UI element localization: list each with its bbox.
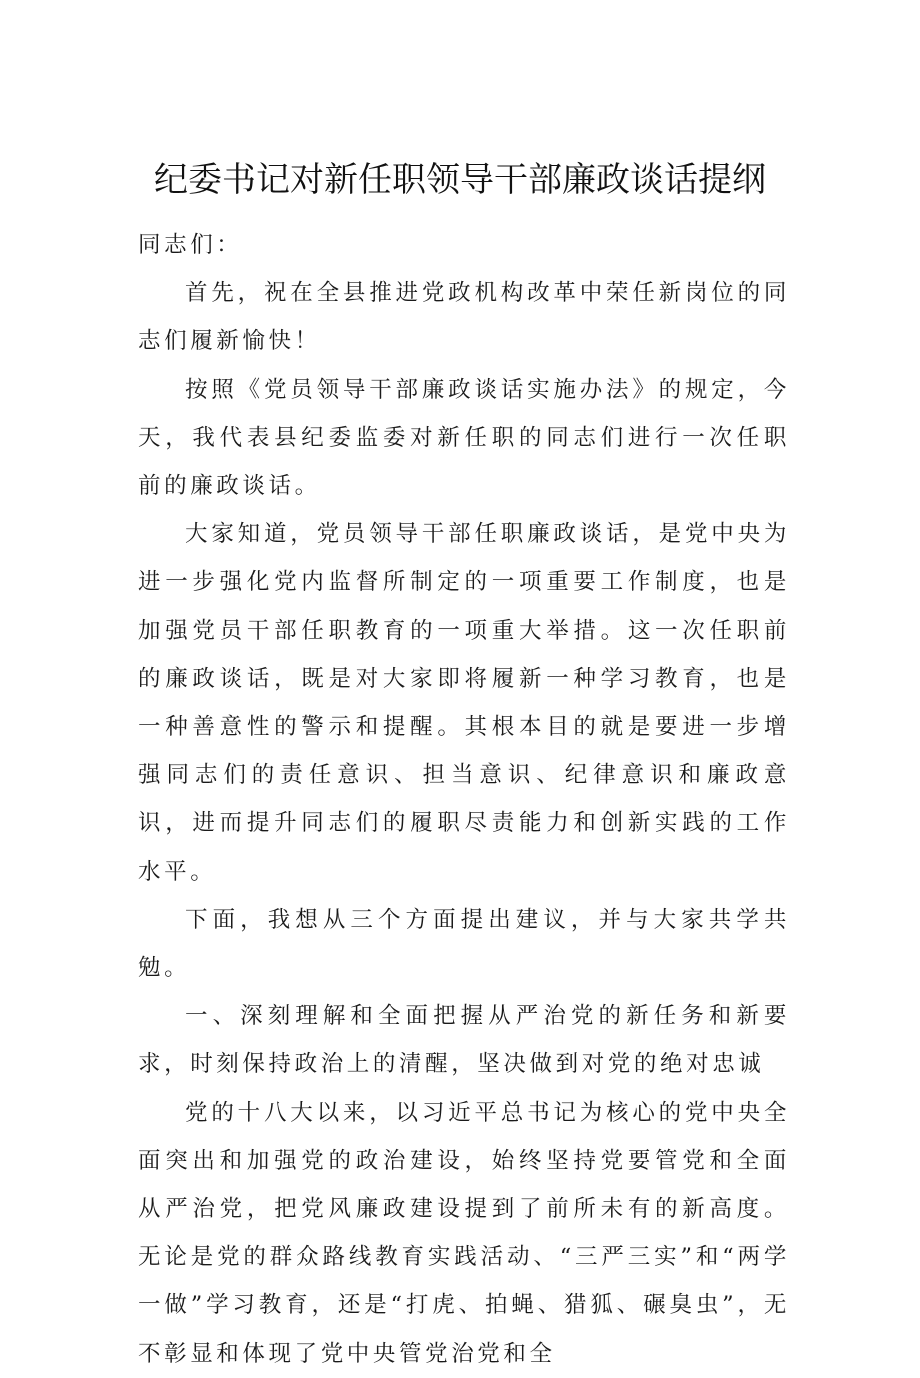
- paragraph-intro-three-points: 下面，我想从三个方面提出建议，并与大家共学共勉。: [138, 906, 790, 982]
- paragraph-party-building: 党的十八大以来，以习近平总书记为核心的党中央全面突出和加强党的政治建设，始终坚持党要管党和全面从严治党，把党风廉政建设提到了前所未有的新高度。无论是党的群众路线教育实践活动、“三严三实”和“两学一做”学习教育，还是“打虎、拍蝇、猎狐、碾臭虫”，无不彰显和体现了党中央管党治党和全: [138, 1099, 790, 1367]
- paragraph-significance: 大家知道，党员领导干部任职廉政谈话，是党中央为进一步强化党内监督所制定的一项重要工作制度，也是加强党员干部任职教育的一项重大举措。这一次任职前的廉政谈话，既是对大家即将履新一种学习教育，也是一种善意性的警示和提醒。其根本目的就是要进一步增强同志们的责任意识、担当意识、纪律意识和廉政意识，进而提升同志们的履职尽责能力和创新实践的工作水平。: [138, 521, 790, 885]
- section-heading-one: 一、深刻理解和全面把握从严治党的新任务和新要求，时刻保持政治上的清醒，坚决做到对党的绝对忠诚: [138, 1003, 790, 1078]
- paragraph-congratulations: 首先，祝在全县推进党政机构改革中荣任新岗位的同志们履新愉快！: [138, 280, 790, 355]
- paragraph-purpose: 按照《党员领导干部廉政谈话实施办法》的规定，今天，我代表县纪委监委对新任职的同志们进行一次任职前的廉政谈话。: [138, 376, 790, 500]
- document-body: [138, 221, 790, 1378]
- salutation: 同志们：: [138, 232, 243, 258]
- document-title: 纪委书记对新任职领导干部廉政谈话提纲: [154, 160, 766, 200]
